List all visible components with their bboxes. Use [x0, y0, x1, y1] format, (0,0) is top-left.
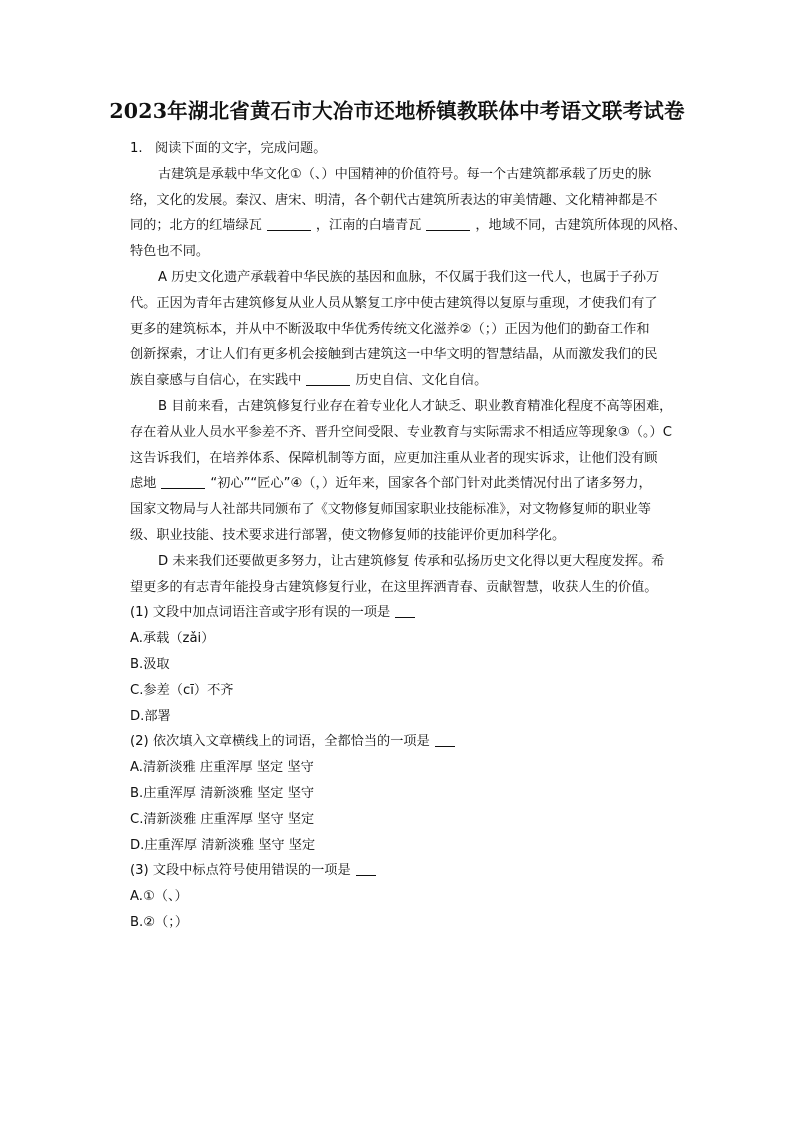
passage-line: 级、职业技能、技术要求进行部署，使文物修复师的技能评价更加科学化。 [130, 527, 566, 543]
passage-text: 同的；北方的红墙绿瓦 [130, 218, 262, 234]
passage-line: 特色也不同。 [130, 244, 210, 260]
option-item[interactable]: B.庄重浑厚 清新淡雅 坚定 坚守 [130, 785, 315, 801]
answer-blank[interactable] [435, 732, 455, 747]
subquestion-stem [130, 729, 705, 755]
passage-line: B 目前来看，古建筑修复行业存在着专业化人才缺乏、职业教育精准化程度不高等困难， [158, 398, 673, 414]
passage-text: ，地域不同，古建筑所体现的风格、 [475, 218, 687, 234]
question-header [130, 136, 705, 162]
stem-text: (3) 文段中标点符号使用错误的一项是 [130, 863, 351, 879]
passage-line: 创新探索，才让人们有更多机会接触到古建筑这一中华文明的智慧结晶，从而激发我们的民 [130, 347, 658, 363]
passage-text: “初心”“匠心”④（，）近年来，国家各个部门针对此类情况付出了诸多努力， [210, 476, 652, 492]
option-item[interactable]: A.①（、） [130, 889, 188, 905]
option-item[interactable]: D.部署 [130, 708, 171, 724]
fill-blank [426, 216, 470, 231]
option-item[interactable]: A.承载（zǎi） [130, 631, 215, 647]
fill-blank [306, 371, 350, 386]
passage-line [130, 213, 705, 239]
option-item[interactable]: B.②（；） [130, 914, 189, 930]
stem-text: (2) 依次填入文章横线上的词语，全都恰当的一项是 [130, 734, 430, 750]
passage-line: 这告诉我们，在培养体系、保障机制等方面，应更加注重从业者的现实诉求，让他们没有顾 [130, 450, 658, 466]
passage-line: 代。正因为青年古建筑修复从业人员从繁复工序中使古建筑得以复原与重现，才使我们有了 [130, 295, 658, 311]
question-number: 1. [130, 141, 143, 156]
passage-line: 国家文物局与人社部共同颁布了《文物修复师国家职业技能标准》，对文物修复师的职业等 [130, 502, 651, 518]
stem-text: (1) 文段中加点词语注音或字形有误的一项是 [130, 605, 391, 621]
passage-text: ，江南的白墙青瓦 [315, 218, 422, 234]
fill-blank [161, 474, 205, 489]
subquestion-stem [130, 600, 705, 626]
exam-title: 2023年湖北省黄石市大冶市还地桥镇教联体中考语文联考试卷 [109, 99, 685, 123]
passage-text: 历史自信、文化自信。 [355, 373, 488, 389]
option-item[interactable]: D.庄重浑厚 清新淡雅 坚守 坚定 [130, 837, 316, 853]
passage-text: 虑地 [130, 476, 157, 492]
passage-line: 望更多的有志青年能投身古建筑修复行业，在这里挥洒青春、贡献智慧，收获人生的价值。 [130, 579, 658, 595]
passage-line: D 未来我们还要做更多努力，让古建筑修复 传承和弘扬历史文化得以更大程度发挥。希 [158, 553, 665, 569]
passage-line: 络，文化的发展。秦汉、唐宋、明清，各个朝代古建筑所表达的审美情趣、文化精神都是不 [130, 192, 658, 208]
subquestion-stem [130, 858, 705, 884]
fill-blank [267, 216, 311, 231]
option-item[interactable]: C.清新淡雅 庄重浑厚 坚守 坚定 [130, 811, 315, 827]
passage-line: 存在着从业人员水平参差不齐、晋升空间受限、专业教育与实际需求不相适应等现象③（。）C [130, 424, 672, 440]
answer-blank[interactable] [356, 861, 376, 876]
passage-line [130, 368, 705, 394]
option-item[interactable]: A.清新淡雅 庄重浑厚 坚定 坚守 [130, 760, 314, 776]
passage-line: A 历史文化遗产承载着中华民族的基因和血脉，不仅属于我们这一代人，也属于子孙万 [158, 269, 660, 285]
passage-line: 更多的建筑标本，并从中不断汲取中华优秀传统文化滋养②（；）正因为他们的勤奋工作和 [130, 321, 650, 337]
option-item[interactable]: C.参差（cī）不齐 [130, 682, 234, 698]
option-item[interactable]: B.汲取 [130, 656, 170, 672]
question-instruction: 阅读下面的文字，完成问题。 [155, 141, 327, 156]
passage-line: 古建筑是承载中华文化①（、）中国精神的价值符号。每一个古建筑都承载了历史的脉 [158, 166, 652, 182]
passage-line [130, 471, 705, 497]
passage-text: 族自豪感与自信心，在实践中 [130, 373, 302, 389]
answer-blank[interactable] [395, 603, 415, 618]
question-content [130, 136, 705, 936]
